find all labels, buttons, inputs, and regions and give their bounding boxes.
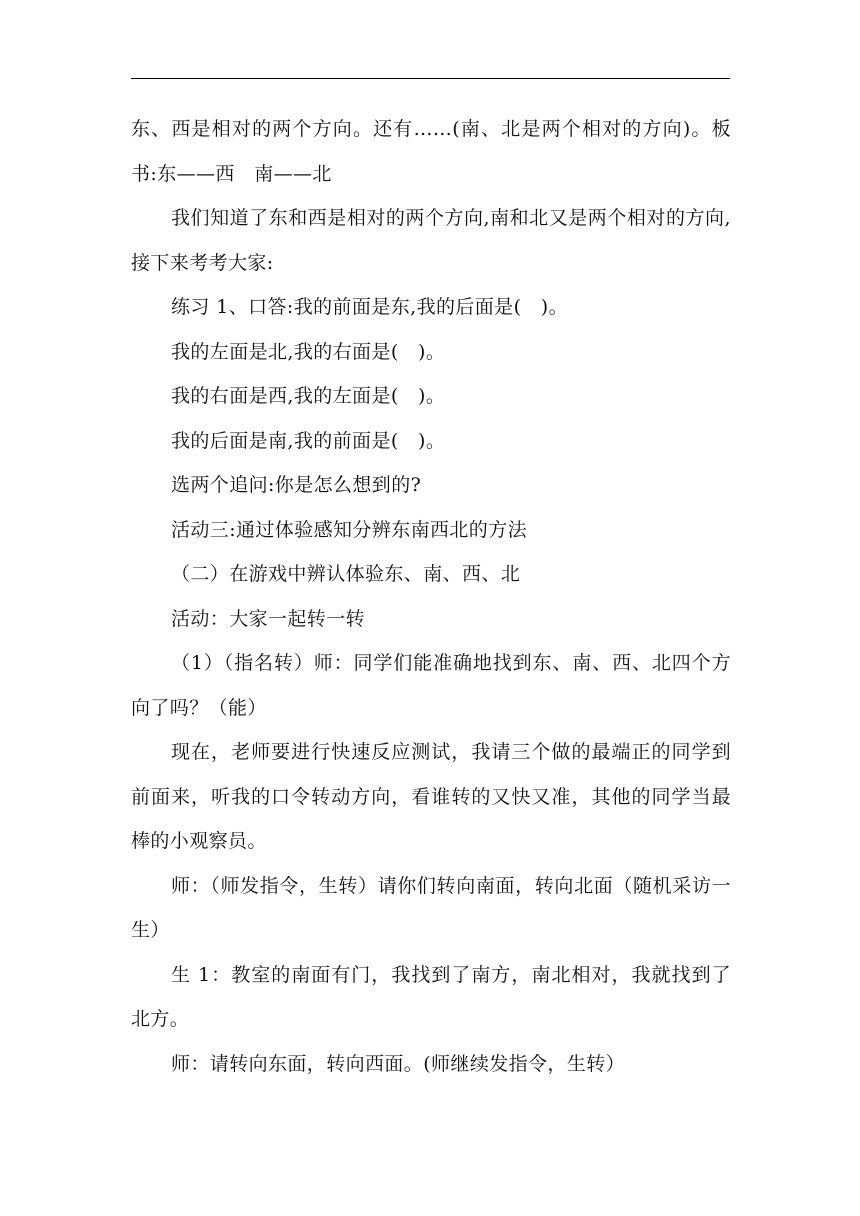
- paragraph-east-west: 东、西是相对的两个方向。还有……(南、北是两个相对的方向)。板书:东——西 南——北: [131, 118, 731, 185]
- paragraph-quick-test: 现在，老师要进行快速反应测试，我请三个做的最端正的同学到前面来，听我的口令转动方向，看谁转的又快又准，其他的同学当最棒的小观察员。: [131, 741, 731, 852]
- paragraph-relative-directions: 我们知道了东和西是相对的两个方向,南和北又是两个相对的方向,接下来考考大家:: [131, 207, 731, 274]
- paragraph-left-north: 我的左面是北,我的右面是( )。: [171, 340, 446, 363]
- document-body: [131, 107, 731, 1086]
- paragraph-right-west: 我的右面是西,我的左面是( )。: [171, 385, 446, 407]
- paragraph-back-south: 我的后面是南,我的前面是( )。: [171, 429, 446, 452]
- paragraph-student-answer: 生 1：教室的南面有门，我找到了南方，南北相对，我就找到了北方。: [131, 963, 731, 1030]
- header-rule: [131, 78, 730, 79]
- paragraph-section-two: （二）在游戏中辨认体验东、南、西、北: [171, 563, 521, 585]
- paragraph-activity-three: 活动三:通过体验感知分辨东南西北的方法: [171, 518, 528, 541]
- paragraph-named-turn: （1）（指名转）师：同学们能准确地找到东、南、西、北四个方向了吗？（能）: [131, 652, 731, 719]
- paragraph-exercise-1: 练习 1、口答:我的前面是东,我的后面是( )。: [171, 296, 568, 318]
- paragraph-east-west-turn: 师：请转向东面，转向西面。(师继续发指令，生转）: [171, 1052, 626, 1075]
- paragraph-teacher-command: 师：（师发指令，生转）请你们转向南面，转向北面（随机采访一生）: [131, 874, 731, 941]
- paragraph-follow-up: 选两个追问:你是怎么想到的?: [171, 474, 422, 496]
- paragraph-activity-turn: 活动：大家一起转一转: [171, 607, 366, 630]
